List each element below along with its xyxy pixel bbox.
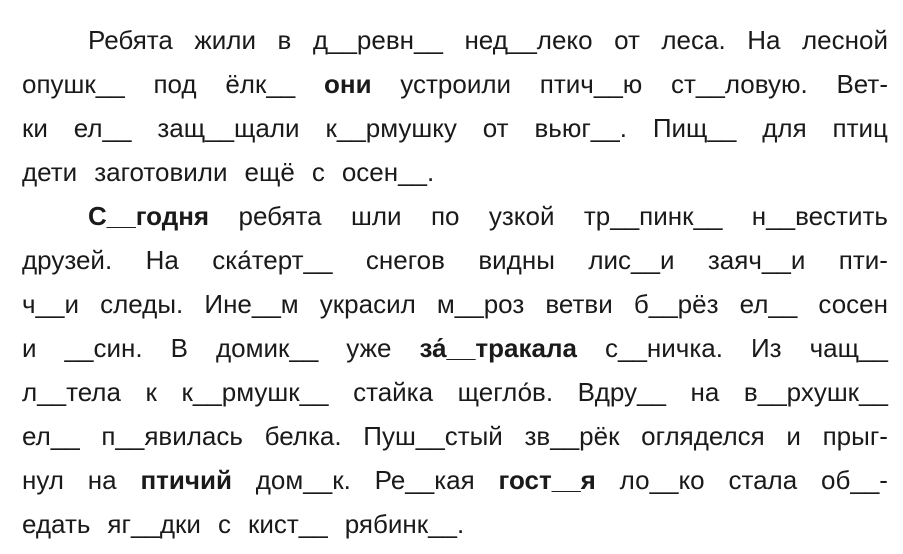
word: и [786,421,801,451]
word: зв__рёк [524,421,620,451]
word: от [614,25,640,55]
text-line [22,370,888,414]
word: на [690,377,720,407]
word: н__вестить [751,201,888,231]
word: едать [22,509,91,539]
word: от [482,113,509,143]
word: кист__ [247,509,328,539]
word: в__рхушк__ [743,377,888,407]
word: уже [346,333,392,363]
word: ст__ловую. [671,69,808,99]
word: птич__ю [539,69,643,99]
word: птиц [832,113,888,143]
word: стайка [353,377,434,407]
word: На [747,25,781,55]
word: снегов [365,245,445,275]
text-line [22,150,888,194]
word: шли [351,201,402,231]
word: с__ничка. [604,333,723,363]
word: заяч__и [707,245,806,275]
word: к__рмушку [325,113,457,143]
word: к [145,377,157,407]
word: б__рёз [633,289,719,319]
word: сосен [818,289,888,319]
word: В [170,333,188,363]
word: прыг- [822,421,888,451]
word: Вет- [836,69,888,99]
word: Ине__м [204,289,299,319]
word: л__тела [22,377,121,407]
word: щегло́в. [457,377,554,407]
word: м__роз [436,289,525,319]
word: На [145,245,179,275]
word: __син. [64,333,143,363]
bold-word: птичий [140,465,232,495]
word: жили [194,25,256,55]
word: и [22,333,37,363]
text-line [22,238,888,282]
word: об__- [821,465,888,495]
word: ещё [244,157,295,187]
text-line [22,62,888,106]
word: узкой [488,201,555,231]
text-line [22,458,888,502]
bold-word: гост__я [498,465,596,495]
text-line [22,414,888,458]
word: рябинк__. [344,509,465,539]
word: белка. [264,421,342,451]
word: видны [478,245,555,275]
word: Пищ__ [652,113,737,143]
word: огляделся [641,421,765,451]
text-line [88,194,888,238]
bold-word: за́__тракала [419,333,577,363]
word: дом__к. [255,465,351,495]
word: лесной [802,25,888,55]
word: пти- [838,245,888,275]
word: Вдру__ [577,377,666,407]
word: домик__ [215,333,319,363]
text-line [22,106,888,150]
word: украсил [319,289,416,319]
word: по [430,201,460,231]
word: опушк__ [22,69,125,99]
word: тр__пинк__ [583,201,723,231]
text-line [22,326,888,370]
word: п__явилась [101,421,243,451]
word: с [311,157,325,187]
word: ел__ [73,113,132,143]
word: нед__леко [464,25,593,55]
word: в [277,25,292,55]
word: ска́терт__ [212,245,333,275]
word: Ребята [88,25,173,55]
word: для [762,113,807,143]
bold-word: они [323,69,372,99]
word: стала [728,465,798,495]
word: ребята [238,201,322,231]
word: устроили [400,69,512,99]
word: ло__ко [619,465,705,495]
word: вьюг__. [534,113,627,143]
word: д__ревн__ [312,25,443,55]
word: ел__ [22,421,80,451]
text-line [88,18,888,62]
text-line [22,502,888,546]
word: под [153,69,197,99]
word: нул [22,465,64,495]
word: ч__и [22,289,79,319]
word: к__рмушк__ [181,377,329,407]
word: чащ__ [809,333,888,363]
word: на [87,465,117,495]
word: осен__. [341,157,435,187]
word: Из [750,333,782,363]
bold-word: С__годня [88,201,210,231]
word: яг__дки [107,509,201,539]
word: ёлк__ [225,69,296,99]
word: ел__ [739,289,798,319]
word: защ__щали [157,113,300,143]
word: заготовили [94,157,228,187]
word: с [217,509,231,539]
word: друзей. [22,245,113,275]
word: лис__и [588,245,675,275]
word: дети [22,157,78,187]
word: ветви [545,289,613,319]
word: Ре__кая [374,465,475,495]
word: следы. [100,289,184,319]
word: леса. [661,25,726,55]
text-line [22,282,888,326]
word: ки [22,113,48,143]
word: Пуш__стый [363,421,503,451]
